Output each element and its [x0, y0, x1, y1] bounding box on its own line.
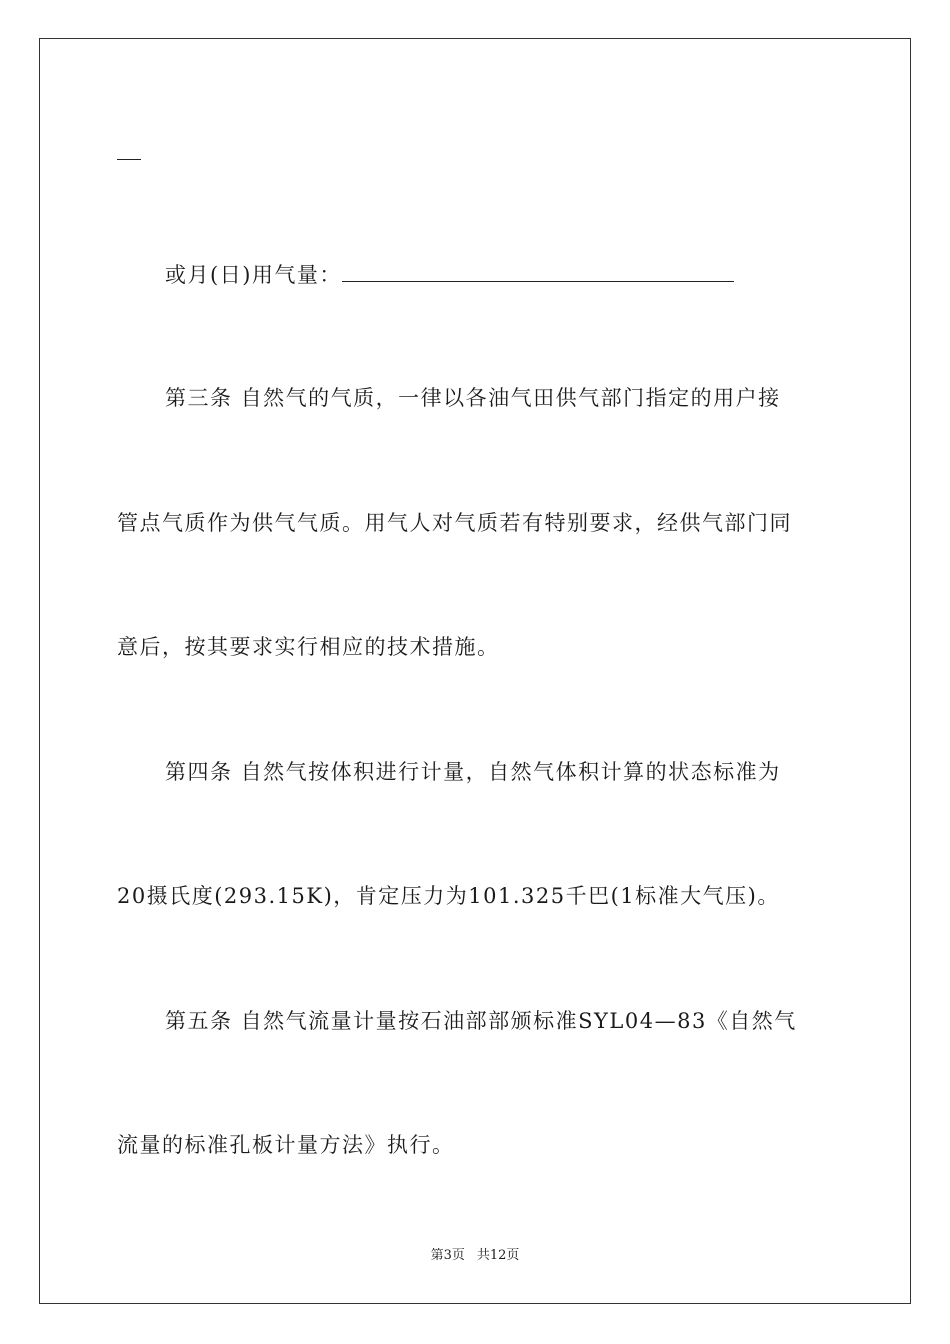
article-4-line-1: 第四条 自然气按体积进行计量，自然气体积计算的状态标准为 — [165, 760, 781, 784]
article-3-line-1: 第三条 自然气的气质，一律以各油气田供气部门指定的用户接 — [165, 386, 781, 410]
page-number: 第3页 — [430, 1248, 465, 1263]
article-5-line-2: 流量的标准孔板计量方法》执行。 — [117, 1133, 455, 1157]
page-frame — [39, 38, 911, 1304]
page-total: 共12页 — [476, 1248, 520, 1263]
dash-mark — [117, 159, 141, 160]
article-4-line-2: 20摄氏度(293.15K)，肯定压力为101.325千巴(1标准大气压)。 — [117, 884, 780, 908]
article-5-line-1: 第五条 自然气流量计量按石油部部颁标准SYL04—83《自然气 — [165, 1009, 797, 1033]
gas-volume-line — [165, 260, 734, 290]
gas-volume-blank — [342, 261, 734, 282]
article-3-line-2: 管点气质作为供气气质。用气人对气质若有特别要求，经供气部门同 — [117, 511, 792, 535]
page-footer — [0, 1247, 950, 1265]
article-3-line-3: 意后，按其要求实行相应的技术措施。 — [117, 635, 500, 659]
gas-volume-label: 或月(日)用气量： — [165, 263, 342, 287]
